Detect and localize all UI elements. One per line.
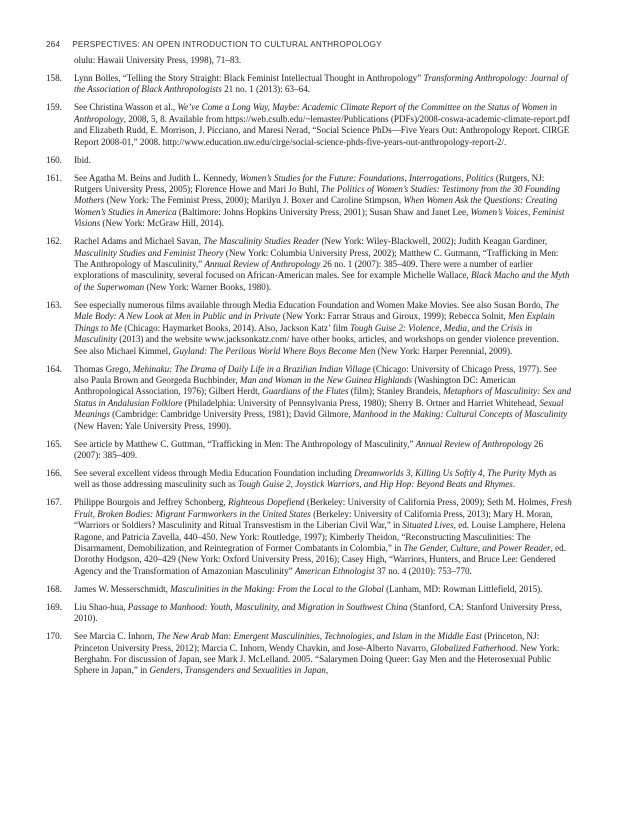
endnote-160 [46,155,572,166]
endnote-number: 166. [46,467,62,478]
endnote-text: Lynn Bolles, “Telling the Story Straight: Black Feminist Intellectual Thought in Anthropology” Transforming Anthropology: Journal of the Association of Black Anthropologists 21 no. 1 (2013): 63–64. [74,73,568,95]
endnote-text: Liu Shao-hua, Passage to Manhood: Youth, Masculinity, and Migration in Southwest China (Stanford, CA: Stanford University Press, 2010). [74,601,562,624]
endnote-text: See Christina Wasson et al., We’ve Come a Long Way, Maybe: Academic Climate Report of the Committee on the Status of Women in Anthropology, 2008, 5, 8. Available from https://web.csulb.edu/~lemaster/Publications (PDFs)/2008-coswa-academic-climate-report.pdf and Elizabeth Rudd, E. Morrison, J. Picciano, and Maresi Nerad, “Social Science PhDs—Five Years Out: Anthropology Report. CIRGE Report 2008-01,” 2008. http://www.education.uw.edu/cirge/social-science-phds-five-years-out-anthropology-report-2/. [74,102,570,147]
endnote-169 [46,602,572,625]
endnote-163 [46,300,572,357]
endnote-167 [46,497,572,577]
endnote-number: 163. [46,299,62,310]
endnote-170 [46,631,572,677]
running-header [46,40,572,49]
endnote-text: See several excellent videos through Media Education Foundation including Dreamworlds 3, Killing Us Softly 4, The Purity Myth as well as those addressing masculinity such as Tough Guise 2, Joystick Warriors, and Hip Hop: Beyond Beats and Rhymes. [74,467,557,490]
endnote-166 [46,468,572,491]
endnote-number: 160. [46,154,62,165]
endnote-number: 158. [46,73,62,83]
endnote-number: 169. [46,601,62,612]
endnote-168 [46,584,572,595]
endnote-text: Philippe Bourgois and Jeffrey Schonberg, Righteous Dopefiend (Berkeley: University of California Press, 2009); Seth M. Holmes, Fresh Fruit, Broken Bodies: Migrant Farmworkers in the United States (Berkeley: University of California Press, 2013); Mary H. Moran, “Warriors or Soldiers? Masculinity and Ritual Transvestism in the Liberian Civil War,” in Situated Lives, ed. Louise Lamphere, Helena Ragone, and Patricia Zavella, 440–450. New York: Routledge, 1997); Kimberly Theidon, “Reconstructing Masculinities: The Disarmament, Demobilization, and Reintegration of Former Combatants in Colombia,” in The Gender, Culture, and Power Reader, ed. Dorothy Hodgson, 420–429 (New York: Oxford University Press, 2016); Casey High, “Warriors, Hunters, and Bruce Lee: Gendered Agency and the Transformation of Amazonian Masculinity” American Ethnologist 37 no. 4 (2010): 753–770. [74,497,572,576]
endnote-text: James W. Messerschmidt, Masculinities in the Making: From the Local to the Global (Lanham, MD: Rowman Littlefield, 2015). [74,583,543,594]
endnote-number: 167. [46,497,62,508]
endnote-text: See Agatha M. Beins and Judith L. Kennedy, Women’s Studies for the Future: Foundations, Interrogations, Politics (Rutgers, NJ: Rutgers University Press, 2005); Florence Howe and Mari Jo Buhl, The Politics of Women’s Studies: Testimony from the 30 Founding Mothers (New York: The Feminist Press, 2000); Marilyn J. Boxer and Caroline Stimpson, When Women Ask the Questions: Creating Women’s Studies in America (Baltimore: Johns Hopkins University Press, 2001); Susan Shaw and Janet Lee, Women’s Voices, Feminist Visions (New York: McGraw Hill, 2014). [74,172,565,229]
endnote-text: Rachel Adams and Michael Savan, The Masculinity Studies Reader (New York: Wiley-Blackwell, 2002); Judith Keagan Gardiner, Masculinity Studies and Feminist Theory (New York: Columbia University Press, 2002); Matthew C. Gutmann, “Trafficking in Men: The Anthropology of Masculinity,” Annual Review of Anthropology 26 no. 1 (2007): 385–409. There were a number of earlier explorations of masculinity, several focused on African-American males. See for example Michelle Wallace, Black Macho and the Myth of the Superwoman (New York: Warner Books, 1980). [74,236,570,292]
endnote-161 [46,173,572,230]
endnote-text: See article by Matthew C. Guttman, “Trafficking in Men: The Anthropology of Masculinity,” Annual Review of Anthropology 26 (2007): 385–409. [74,438,544,460]
endnotes-list [46,55,572,677]
endnote-number: 168. [46,583,62,594]
endnote-text: Ibid. [74,154,91,165]
endnote-number: 164. [46,363,62,374]
endnote-number: 161. [46,172,62,183]
endnote-text: See especially numerous films available through Media Education Foundation and Women Make Movies. See also Susan Bordo, The Male Body: A New Look at Men in Public and in Private (New York: Farrar Straus and Giroux, 1999); Rebecca Solnit, Men Explain Things to Me (Chicago: Haymarket Books, 2014). Also, Jackson Katz’ film Tough Guise 2: Violence, Media, and the Crisis in Masculinity (2013) and the website www.jacksonkatz.com/ have other books, articles, and workshops on gender violence prevention. See also Michael Kimmel, Guyland: The Perilous World Where Boys Become Men (New York: Harper Perennial, 2009). [74,299,559,356]
endnote-text: Thomas Grego, Mehinaku: The Drama of Daily Life in a Brazilian Indian Village (Chicago: University of Chicago Press, 1977). See also Paula Brown and Georgeda Buchbinder, Man and Woman in the New Guinea Highlands (Washington DC: American Anthropological Association, 1976); Gilbert Herdt, Guardians of the Flutes (film); Stanley Brandeis, Metaphors of Masculinity: Sex and Status in Andalusian Folklore (Philadelphia: University of Pennsylvania Press, 1980); Sherry B. Ortner and Harriet Whitehead, Sexual Meanings (Cambridge: Cambridge University Press, 1981); David Gilmore, Manhood in the Making: Cultural Concepts of Masculinity (New Haven: Yale University Press, 1990). [74,363,571,431]
page-number: 264 [46,40,61,49]
endnote-number: 165. [46,438,62,449]
endnote-number: 162. [46,236,62,247]
endnote-number: 170. [46,631,62,642]
endnote-162 [46,236,572,293]
endnote-164 [46,364,572,432]
running-title: PERSPECTIVES: AN OPEN INTRODUCTION TO CULTURAL ANTHROPOLOGY [72,40,382,49]
endnote-number: 159. [46,102,62,113]
endnote-text: olulu: Hawaii University Press, 1998), 71–83. [74,55,242,65]
endnote-165 [46,439,572,462]
endnote-text: See Marcia C. Inhorn, The New Arab Man: Emergent Masculinities, Technologies, and Islam in the Middle East (Princeton, NJ: Princeton University Press, 2012); Marcia C. Inhorn, Wendy Chavkin, and Jose-Alberto Navarro, Globalized Fatherhood. New York: Berghahn. For discussion of Japan, see Mark J. McLelland. 2005. “Salarymen Doing Queer: Gay Men and the Heterosexual Public Sphere in Japan,” in Genders, Transgenders and Sexualities in Japan, [74,631,560,676]
endnote-158 [46,73,572,96]
endnote-159 [46,102,572,148]
endnote-continued [46,55,572,66]
